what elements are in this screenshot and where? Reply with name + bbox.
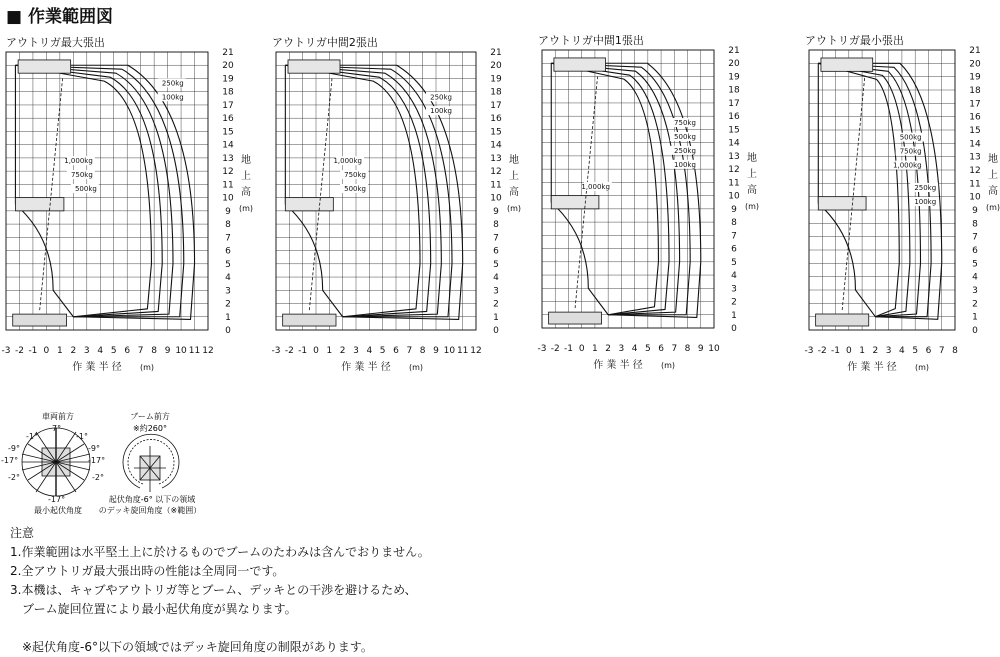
y-tick-label: 12 bbox=[490, 167, 502, 178]
y-tick-label: 13 bbox=[222, 153, 234, 164]
x-tick-label: 4 bbox=[899, 346, 905, 356]
chart-title: アウトリガ最大張出 bbox=[6, 36, 105, 49]
x-axis-unit: (m) bbox=[408, 363, 424, 372]
y-tick-label: 19 bbox=[490, 74, 502, 85]
y-tick-label: 17 bbox=[490, 100, 502, 111]
load-label: 250kg bbox=[914, 184, 937, 192]
x-tick-label: 8 bbox=[151, 346, 158, 356]
boom-diagram-title: ブーム前方 bbox=[130, 412, 170, 421]
x-axis-label: 作 業 半 径 bbox=[593, 360, 643, 371]
x-tick-label: 9 bbox=[697, 344, 704, 354]
y-tick-label: 19 bbox=[222, 74, 234, 85]
envelope-lobe bbox=[285, 65, 342, 317]
x-tick-label: 12 bbox=[470, 346, 482, 356]
y-axis-unit: (m) bbox=[238, 204, 254, 213]
x-tick-label: 3 bbox=[83, 346, 90, 356]
y-axis-unit: (m) bbox=[985, 203, 1000, 212]
y-axis-unit: (m) bbox=[506, 204, 522, 213]
y-tick-label: 12 bbox=[728, 165, 740, 176]
x-tick-label: 7 bbox=[671, 344, 678, 354]
y-tick-label: 10 bbox=[490, 193, 502, 204]
angle-label: -9° bbox=[8, 444, 20, 453]
y-tick-label: 18 bbox=[969, 86, 981, 96]
angle-label: -9° bbox=[88, 444, 100, 453]
y-axis-unit: (m) bbox=[744, 202, 760, 211]
angle-label: -2° bbox=[8, 473, 20, 482]
vehicle-icon bbox=[549, 312, 602, 324]
y-tick-label: 1 bbox=[225, 312, 231, 323]
load-label: 500kg bbox=[674, 132, 696, 141]
load-label: 750kg bbox=[674, 119, 696, 128]
chart-2 bbox=[272, 35, 522, 373]
note-item: 3.本機は、キャブやアウトリガ等とブーム、デッキとの干渉を避けるため、 bbox=[10, 583, 417, 597]
y-tick-label: 15 bbox=[222, 127, 234, 138]
y-tick-label: 4 bbox=[225, 273, 231, 284]
y-tick-label: 13 bbox=[969, 152, 981, 163]
y-tick-label: 1 bbox=[972, 312, 978, 323]
x-tick-label: 8 bbox=[419, 346, 426, 356]
note-item: 1.作業範囲は水平堅土上に於けるものでブームのたわみは含んでおりません。 bbox=[10, 545, 430, 559]
y-tick-label: 7 bbox=[972, 232, 978, 243]
x-tick-label: 10 bbox=[175, 346, 187, 356]
angle-diagram-title: 車両前方 bbox=[42, 412, 74, 421]
note-item: ブーム旋回位置により最小起伏角度が異なります。 bbox=[10, 602, 297, 616]
x-tick-label: 2 bbox=[70, 346, 77, 356]
y-tick-label: 21 bbox=[222, 48, 234, 58]
x-tick-label: 3 bbox=[618, 344, 625, 354]
y-tick-label: 9 bbox=[493, 206, 499, 217]
y-tick-label: 1 bbox=[731, 310, 737, 321]
load-label: 100kg bbox=[161, 93, 184, 102]
y-tick-label: 12 bbox=[969, 166, 981, 176]
y-tick-label: 13 bbox=[490, 153, 502, 164]
y-tick-label: 19 bbox=[728, 72, 740, 83]
y-tick-label: 8 bbox=[493, 220, 499, 231]
x-tick-label: 5 bbox=[644, 344, 651, 354]
load-label: 100kg bbox=[914, 198, 937, 206]
y-tick-label: 16 bbox=[490, 114, 502, 125]
x-tick-label: 11 bbox=[188, 346, 201, 356]
y-tick-label: 20 bbox=[490, 61, 502, 72]
chart-3 bbox=[538, 33, 760, 371]
y-tick-label: 1 bbox=[493, 312, 499, 323]
y-tick-label: 17 bbox=[969, 99, 981, 110]
x-tick-label: -1 bbox=[563, 344, 573, 354]
y-tick-label: 17 bbox=[728, 98, 740, 109]
x-tick-label: 12 bbox=[202, 346, 214, 356]
x-tick-label: 7 bbox=[137, 346, 144, 356]
y-tick-label: 0 bbox=[731, 324, 737, 334]
x-tick-label: 1 bbox=[859, 346, 865, 356]
boom-diagram-caption-2: のデッキ旋回角度（※範囲） bbox=[98, 506, 202, 515]
y-tick-label: 4 bbox=[972, 272, 978, 283]
y-tick-label: 13 bbox=[728, 151, 740, 162]
x-tick-label: 9 bbox=[433, 346, 439, 356]
x-tick-label: -3 bbox=[537, 344, 547, 354]
x-tick-label: -3 bbox=[1, 346, 11, 356]
boom-line bbox=[40, 78, 63, 310]
boom-line bbox=[575, 76, 597, 308]
y-tick-label: 2 bbox=[731, 297, 737, 308]
x-tick-label: 7 bbox=[938, 346, 945, 356]
y-tick-label: 8 bbox=[225, 220, 231, 231]
range-envelopes bbox=[551, 63, 701, 317]
load-label: 250kg bbox=[161, 79, 184, 88]
load-label: 100kg bbox=[430, 107, 452, 116]
y-tick-label: 3 bbox=[972, 286, 978, 296]
y-tick-label: 6 bbox=[225, 246, 231, 257]
y-tick-label: 0 bbox=[225, 326, 231, 336]
x-tick-label: 3 bbox=[885, 346, 892, 356]
y-tick-label: 0 bbox=[972, 326, 978, 336]
y-tick-label: 16 bbox=[222, 114, 234, 125]
x-tick-label: 10 bbox=[443, 346, 456, 356]
y-tick-label: 21 bbox=[490, 48, 502, 58]
load-label: 1,000kg bbox=[64, 157, 93, 166]
x-tick-label: 0 bbox=[845, 346, 852, 356]
y-tick-label: 10 bbox=[969, 192, 981, 203]
x-axis-label: 作 業 半 径 bbox=[847, 362, 897, 373]
x-tick-label: 5 bbox=[379, 346, 386, 356]
y-axis-label: 上 bbox=[509, 171, 519, 182]
envelope-curve bbox=[818, 63, 920, 316]
y-tick-label: 9 bbox=[972, 206, 978, 216]
envelope-curve bbox=[551, 63, 679, 315]
y-axis-label: 上 bbox=[241, 171, 251, 182]
y-tick-label: 6 bbox=[493, 246, 499, 257]
x-tick-label: 6 bbox=[925, 346, 932, 356]
y-axis-label: 高 bbox=[747, 185, 757, 196]
y-tick-label: 2 bbox=[493, 299, 499, 310]
y-tick-label: 5 bbox=[731, 257, 737, 268]
x-tick-label: -2 bbox=[550, 344, 560, 354]
x-tick-label: 2 bbox=[605, 344, 612, 354]
page-title: ■ 作業範囲図 bbox=[6, 7, 113, 27]
notes bbox=[10, 524, 430, 657]
envelope-lobe bbox=[15, 65, 73, 317]
y-tick-label: 10 bbox=[728, 191, 740, 202]
y-tick-label: 11 bbox=[222, 180, 234, 191]
y-tick-label: 3 bbox=[731, 284, 737, 295]
x-tick-label: -1 bbox=[298, 346, 308, 356]
y-tick-label: 20 bbox=[222, 61, 234, 72]
basket-icon bbox=[285, 60, 340, 211]
y-tick-label: 18 bbox=[222, 87, 234, 98]
y-tick-label: 6 bbox=[731, 244, 737, 255]
y-tick-label: 15 bbox=[969, 126, 981, 136]
load-label: 500kg bbox=[899, 133, 922, 142]
y-tick-label: 4 bbox=[731, 271, 737, 282]
y-tick-label: 11 bbox=[728, 178, 740, 189]
y-tick-label: 11 bbox=[490, 180, 502, 191]
x-tick-label: -2 bbox=[14, 346, 24, 356]
y-tick-label: 17 bbox=[222, 100, 234, 111]
y-tick-label: 5 bbox=[493, 259, 499, 270]
y-tick-label: 8 bbox=[972, 219, 978, 230]
y-tick-label: 19 bbox=[969, 72, 981, 83]
y-tick-label: 7 bbox=[493, 233, 499, 244]
y-tick-label: 20 bbox=[728, 59, 740, 70]
angle-diagrams bbox=[0, 410, 240, 520]
x-axis-label: 作 業 半 径 bbox=[341, 362, 391, 373]
angle-label: -17° bbox=[48, 495, 66, 504]
y-tick-label: 5 bbox=[972, 259, 978, 270]
load-label: 500kg bbox=[344, 185, 366, 193]
load-label: 250kg bbox=[430, 93, 452, 102]
x-axis-unit: (m) bbox=[914, 363, 930, 372]
y-tick-label: 14 bbox=[222, 140, 234, 151]
x-tick-label: 9 bbox=[164, 346, 171, 356]
load-label: 750kg bbox=[899, 147, 922, 156]
y-tick-label: 18 bbox=[728, 85, 740, 96]
x-tick-label: 2 bbox=[872, 346, 879, 356]
angle-label: 7° bbox=[52, 424, 62, 433]
x-tick-label: 0 bbox=[43, 346, 50, 356]
x-tick-label: 0 bbox=[578, 344, 585, 354]
envelope-curve bbox=[818, 63, 899, 316]
y-tick-label: 16 bbox=[969, 112, 981, 123]
note-item: 2.全アウトリガ最大張出時の性能は全周同一です。 bbox=[10, 564, 285, 578]
chart-title: アウトリガ中間1張出 bbox=[538, 34, 644, 47]
basket-icon bbox=[15, 60, 70, 211]
x-axis-unit: (m) bbox=[660, 361, 676, 370]
y-axis-label: 地 bbox=[988, 154, 998, 165]
y-axis-label: 地 bbox=[509, 155, 519, 166]
y-tick-label: 6 bbox=[972, 246, 978, 256]
angle-diagram-caption: 最小起伏角度 bbox=[34, 506, 82, 515]
envelope-curve bbox=[818, 63, 910, 316]
y-axis-label: 高 bbox=[988, 186, 998, 197]
load-label: 500kg bbox=[74, 185, 97, 193]
boom-diagram-caption-1: 起伏角度-6° 以下の領域 bbox=[108, 495, 196, 504]
x-tick-label: 8 bbox=[952, 346, 958, 356]
y-tick-label: 5 bbox=[225, 259, 231, 270]
y-tick-label: 9 bbox=[225, 206, 231, 217]
y-tick-label: 12 bbox=[222, 167, 234, 178]
x-tick-label: 11 bbox=[456, 346, 469, 356]
y-tick-label: 14 bbox=[969, 139, 981, 150]
x-tick-label: 6 bbox=[124, 346, 131, 356]
boom-line bbox=[842, 77, 865, 310]
x-tick-label: 5 bbox=[110, 346, 117, 356]
chart-4 bbox=[805, 33, 1000, 373]
y-tick-label: 11 bbox=[969, 179, 981, 190]
x-tick-label: 4 bbox=[366, 346, 373, 356]
envelope-lobe bbox=[818, 63, 875, 316]
boom-diagram-subtitle: ※約260° bbox=[133, 424, 167, 433]
y-tick-label: 4 bbox=[493, 273, 499, 284]
y-tick-label: 14 bbox=[490, 140, 502, 151]
x-tick-label: 1 bbox=[56, 346, 63, 356]
x-tick-label: 0 bbox=[313, 346, 319, 356]
chart-title: アウトリガ中間2張出 bbox=[272, 36, 378, 49]
y-tick-label: 21 bbox=[728, 46, 740, 56]
vehicle-icon bbox=[283, 314, 336, 326]
angle-label: -1° bbox=[76, 432, 88, 441]
x-tick-label: 6 bbox=[393, 346, 399, 356]
x-tick-label: 4 bbox=[97, 346, 104, 356]
y-tick-label: 16 bbox=[728, 112, 740, 123]
x-tick-label: 10 bbox=[708, 344, 720, 354]
angle-label: -2° bbox=[92, 473, 104, 482]
x-tick-label: 2 bbox=[339, 346, 346, 356]
y-tick-label: 7 bbox=[731, 231, 737, 242]
x-tick-label: -3 bbox=[271, 346, 281, 356]
load-label: 100kg bbox=[674, 160, 696, 169]
y-axis-label: 高 bbox=[241, 187, 251, 198]
x-tick-label: 7 bbox=[406, 346, 413, 356]
x-tick-label: 6 bbox=[658, 344, 664, 354]
y-tick-label: 21 bbox=[969, 46, 981, 56]
x-tick-label: -1 bbox=[831, 346, 841, 356]
x-tick-label: 3 bbox=[353, 346, 359, 356]
angle-label: -17° bbox=[88, 456, 106, 465]
notes-heading: 注意 bbox=[10, 526, 35, 540]
y-axis-label: 地 bbox=[241, 155, 251, 166]
y-tick-label: 3 bbox=[493, 286, 499, 297]
x-tick-label: -3 bbox=[804, 346, 814, 356]
y-tick-label: 10 bbox=[222, 193, 234, 204]
y-tick-label: 20 bbox=[969, 59, 981, 70]
y-axis-label: 上 bbox=[988, 170, 998, 181]
vehicle-icon bbox=[13, 314, 67, 326]
angle-label: -17° bbox=[1, 456, 19, 465]
boom-diagram bbox=[123, 434, 179, 492]
y-tick-label: 2 bbox=[225, 299, 231, 310]
x-tick-label: 1 bbox=[326, 346, 333, 356]
y-tick-label: 18 bbox=[490, 87, 502, 98]
load-label: 750kg bbox=[70, 171, 93, 180]
notes-footnote: ※起伏角度-6°以下の領域ではデッキ旋回角度の制限があります。 bbox=[22, 640, 373, 654]
x-tick-label: 8 bbox=[684, 344, 691, 354]
y-tick-label: 0 bbox=[493, 326, 499, 336]
y-tick-label: 9 bbox=[731, 204, 737, 215]
boom-line bbox=[309, 78, 332, 310]
x-tick-label: -1 bbox=[28, 346, 38, 356]
x-tick-label: -2 bbox=[284, 346, 294, 356]
y-tick-label: 3 bbox=[225, 286, 231, 297]
x-axis-unit: (m) bbox=[139, 363, 155, 372]
x-axis-label: 作 業 半 径 bbox=[72, 362, 122, 373]
load-label: 1,000kg bbox=[333, 157, 362, 166]
y-tick-label: 8 bbox=[731, 218, 737, 229]
y-axis-label: 地 bbox=[747, 153, 757, 164]
y-axis-label: 高 bbox=[509, 187, 519, 198]
y-tick-label: 14 bbox=[728, 138, 740, 149]
load-label: 1,000kg bbox=[581, 183, 610, 191]
x-tick-label: -2 bbox=[817, 346, 827, 356]
y-tick-label: 15 bbox=[490, 127, 502, 138]
y-tick-label: 7 bbox=[225, 233, 231, 244]
x-tick-label: 1 bbox=[592, 344, 598, 354]
chart-title: アウトリガ最小張出 bbox=[805, 34, 904, 47]
chart-1 bbox=[2, 35, 254, 373]
envelope-curve bbox=[551, 63, 690, 315]
x-tick-label: 4 bbox=[631, 344, 638, 354]
vehicle-icon bbox=[816, 314, 869, 326]
y-axis-label: 上 bbox=[747, 169, 757, 180]
y-tick-label: 2 bbox=[972, 299, 978, 310]
y-tick-label: 15 bbox=[728, 125, 740, 136]
angle-label: -1° bbox=[26, 432, 38, 441]
x-tick-label: 5 bbox=[912, 346, 919, 356]
load-label: 1,000kg bbox=[893, 161, 922, 170]
load-label: 250kg bbox=[674, 146, 696, 155]
load-label: 750kg bbox=[344, 171, 366, 180]
